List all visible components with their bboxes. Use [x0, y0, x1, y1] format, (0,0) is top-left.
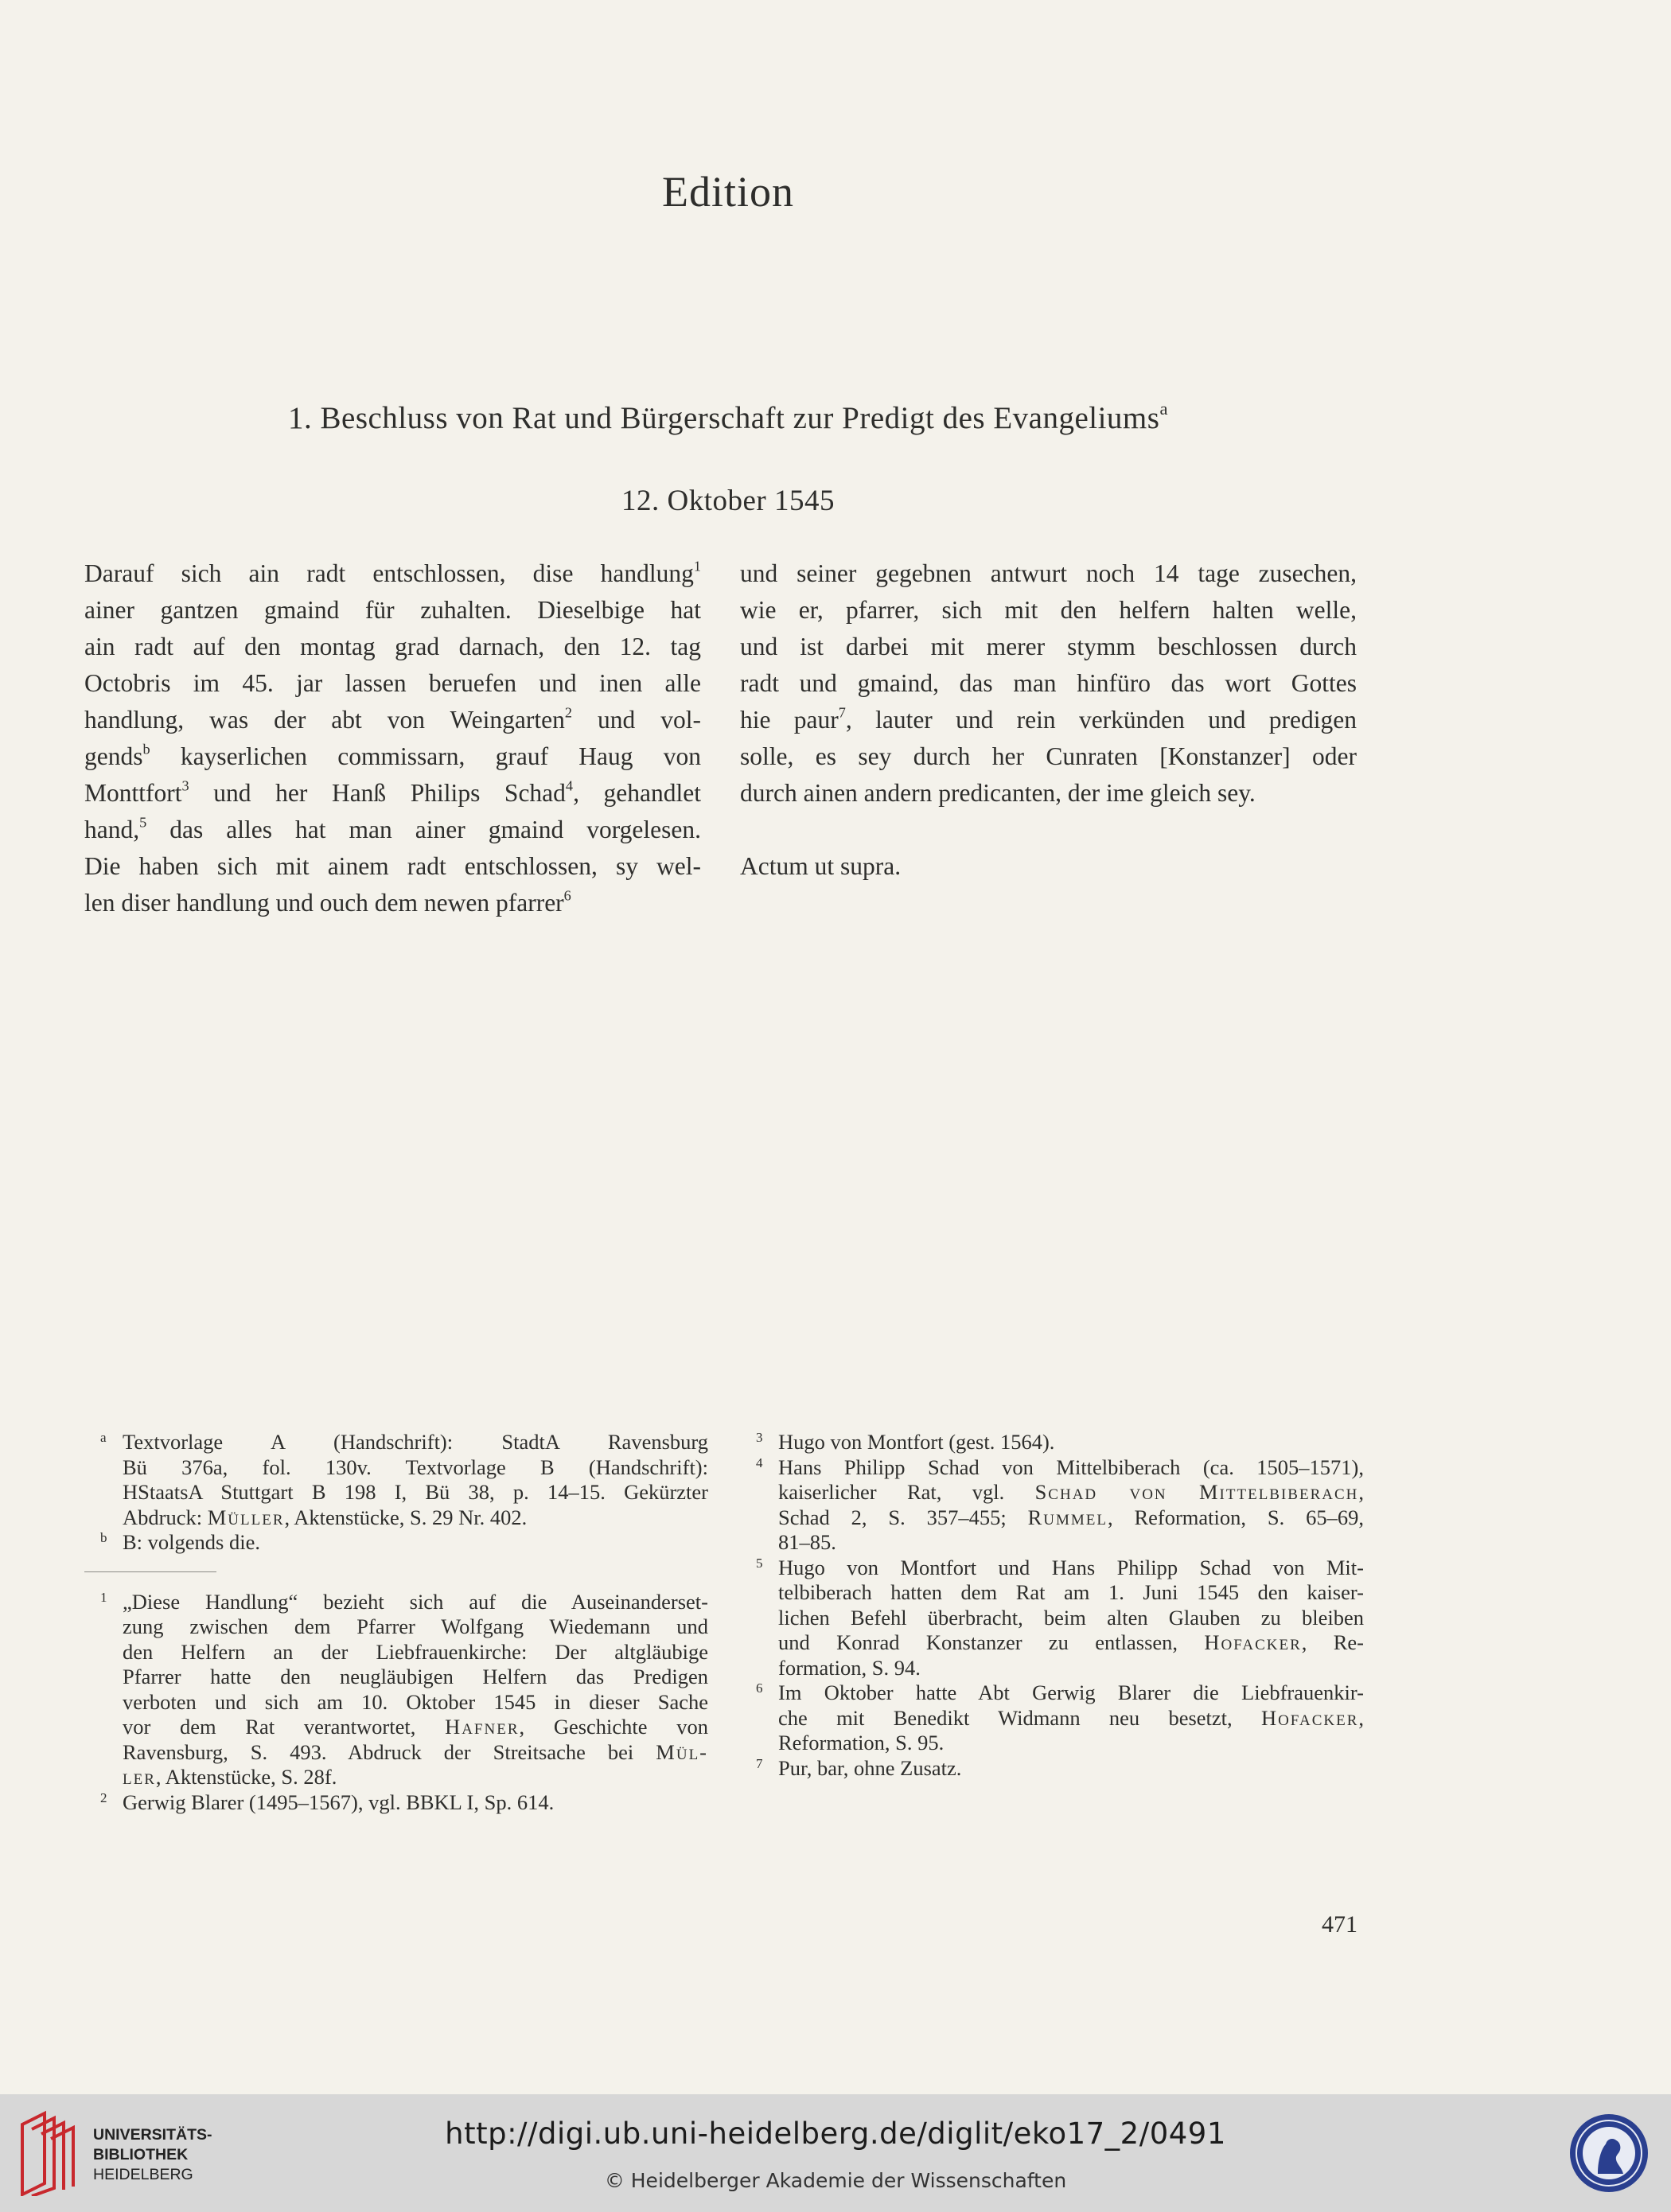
- footnote-line: B: volgends die.: [123, 1530, 260, 1554]
- text-line: hand,$^5$ das alles hat man ainer gmaind vorgelesen.: [84, 814, 701, 843]
- author-name: Hofacker: [1204, 1630, 1302, 1654]
- copyright-notice: © Heidelberger Akademie der Wissenschaften: [604, 2169, 1067, 2192]
- footnote-line: che mit Benedikt Widmann neu besetzt, Hofacker,: [778, 1705, 1364, 1730]
- footnote-line: zung zwischen dem Pfarrer Wolfgang Wiedemann und: [123, 1614, 708, 1638]
- university-seal-icon: [1568, 2112, 1650, 2194]
- author-name: Mül-: [656, 1739, 708, 1764]
- footnote: [84, 1790, 708, 1816]
- footnote-line: Im Oktober hatte Abt Gerwig Blarer die Liebfrauenkir-: [778, 1680, 1364, 1704]
- text-line: ain radt auf den montag grad darnach, den 12. tag: [84, 633, 701, 660]
- text-line: handlung, was der abt von Weingarten$^2$ und vol-: [84, 704, 701, 734]
- footer-bar: [0, 2094, 1671, 2212]
- footnote-mark: 2: [100, 1789, 107, 1805]
- footnote-line: Pfarrer hatte den neugläubigen Helfern das Predigen: [123, 1665, 708, 1688]
- footnote-line: Textvorlage A (Handschrift): StadtA Ravensburg: [123, 1430, 708, 1454]
- footnote-mark: 1: [100, 1589, 107, 1605]
- footnote: [84, 1430, 708, 1530]
- body-column-left: [84, 555, 701, 921]
- footnote-line: HStaatsA Stuttgart B 198 I, Bü 38, p. 14–15. Gekürzter: [123, 1480, 708, 1504]
- document-title: [0, 400, 1456, 436]
- footnote-line: lichen Befehl überbracht, beim alten Glauben zu bleiben: [778, 1605, 1364, 1630]
- footnote-mark: 6: [756, 1680, 763, 1696]
- footnote-line: verboten und sich am 10. Oktober 1545 in dieser Sache: [123, 1689, 708, 1714]
- footnote-line: Schad 2, S. 357–455; Rummel, Reformation, S. 65–69,: [778, 1505, 1364, 1529]
- body-column-right: [740, 555, 1357, 885]
- footnote-line: den Helfern an der Liebfrauenkirche: Der altgläubige: [123, 1639, 708, 1664]
- footnote-line: „Diese Handlung“ bezieht sich auf die Auseinanderset-: [123, 1589, 708, 1614]
- author-name: Hofacker: [1260, 1705, 1359, 1730]
- author-name: Hafner: [445, 1715, 520, 1739]
- author-name: Rummel: [1027, 1505, 1108, 1529]
- footnote-ref: 4: [565, 777, 574, 794]
- text-line: solle, es sey durch her Cunraten [Konstanzer] oder: [740, 742, 1357, 770]
- footnotes-left: [84, 1430, 708, 1815]
- page-number: 471: [1322, 1911, 1357, 1937]
- text-line: durch ainen andern predicanten, der ime gleich sey.: [740, 779, 1256, 807]
- footnote-line: und Konrad Konstanzer zu entlassen, Hofacker, Re-: [778, 1630, 1365, 1654]
- footnote-line: Hugo von Montfort und Hans Philipp Schad von Mit-: [778, 1555, 1364, 1579]
- footnote-line: Hans Philipp Schad von Mittelbiberach (ca. 1505–1571),: [778, 1455, 1364, 1479]
- text-note-mark: a: [1159, 399, 1168, 419]
- footnote: [740, 1556, 1364, 1681]
- footnote: [84, 1590, 708, 1790]
- permalink-url[interactable]: http://digi.ub.uni-heidelberg.de/diglit/eko17_2/0491: [445, 2117, 1226, 2151]
- author-name: ler: [123, 1765, 156, 1789]
- footnote-ref: b: [142, 741, 150, 757]
- footnote-line: Bü 376a, fol. 130v. Textvorlage B (Handschrift):: [123, 1455, 708, 1479]
- footnote-mark: 3: [756, 1430, 763, 1445]
- footnote-line: Pur, bar, ohne Zusatz.: [778, 1755, 962, 1780]
- closing-formula: Actum ut supra.: [740, 852, 902, 880]
- footnote-ref: 1: [693, 558, 701, 574]
- footnote-line: ler, Aktenstücke, S. 28f.: [123, 1765, 337, 1789]
- text-line: len diser handlung und ouch dem newen pfarrer$^6$: [84, 887, 571, 917]
- library-name-line1: UNIVERSITÄTS-: [93, 2126, 212, 2144]
- footnote-line: formation, S. 94.: [778, 1655, 921, 1680]
- footnote-ref: 6: [563, 887, 571, 904]
- author-name: Schad von Mittelbiberach: [1034, 1480, 1359, 1504]
- footnote-ref: 2: [564, 704, 572, 721]
- text-line: Monttfort$^3$ und her Hanß Philips Schad$^4$, gehandlet: [84, 777, 701, 807]
- text-line: wie er, pfarrer, sich mit den helfern halten welle,: [740, 596, 1357, 624]
- text-line: Die haben sich mit ainem radt entschlossen, sy wel-: [84, 852, 701, 880]
- footnote-line: 81–85.: [778, 1530, 836, 1554]
- text-line: ainer gantzen gmaind für zuhalten. Dieselbige hat: [84, 596, 701, 624]
- text-line: gends$^b$ kayserlichen commissarn, grauf Haug von: [84, 741, 701, 770]
- footnote-mark: b: [100, 1530, 107, 1545]
- document-date: 12. Oktober 1545: [621, 485, 835, 517]
- footnote-line: kaiserlicher Rat, vgl. Schad von Mittelbiberach,: [778, 1480, 1364, 1504]
- footnotes-right: [740, 1430, 1364, 1781]
- footnote-mark: 5: [756, 1555, 763, 1571]
- footnote: [84, 1530, 708, 1556]
- text-line: und seiner gegebnen antwurt noch 14 tage zusechen,: [740, 559, 1357, 587]
- footnote-line: Gerwig Blarer (1495–1567), vgl. BBKL I, Sp. 614.: [123, 1789, 555, 1814]
- footnote: [740, 1455, 1364, 1556]
- footnote-ref: 5: [139, 814, 147, 831]
- footnote-separator: [84, 1571, 216, 1572]
- footnote: [740, 1756, 1364, 1782]
- text-line: und ist darbei mit merer stymm beschlossen durch: [740, 633, 1357, 660]
- footnote-ref: 7: [838, 704, 846, 721]
- footnote-ref: 3: [181, 777, 189, 794]
- author-name: Müller: [207, 1505, 285, 1529]
- footnote-line: Abdruck: Müller, Aktenstücke, S. 29 Nr. 402.: [123, 1505, 528, 1529]
- footnote-line: Reformation, S. 95.: [778, 1731, 945, 1754]
- footnote-mark: 4: [756, 1455, 763, 1470]
- footnote: [740, 1680, 1364, 1756]
- text-line: hie paur$^7$, lauter und rein verkünden und predigen: [740, 704, 1357, 734]
- section-heading: Edition: [662, 168, 794, 216]
- text-line: Darauf sich ain radt entschlossen, dise handlung$^1$: [84, 558, 701, 587]
- library-name-line2: BIBLIOTHEK: [93, 2146, 189, 2163]
- footnote-line: telbiberach hatten dem Rat am 1. Juni 1545 den kaiser-: [778, 1580, 1364, 1604]
- text-line: radt und gmaind, das man hinfüro das wort Gottes: [740, 669, 1357, 697]
- footnote-mark: 7: [756, 1755, 763, 1771]
- footnote-line: Hugo von Montfort (gest. 1564).: [778, 1430, 1055, 1454]
- footnote: [740, 1430, 1364, 1455]
- document-title-text: 1. Beschluss von Rat und Bürgerschaft zur Predigt des Evangeliums: [288, 401, 1160, 435]
- footnote-line: Ravensburg, S. 493. Abdruck der Streitsache bei Mül-: [123, 1739, 708, 1764]
- footnote-mark: a: [100, 1430, 107, 1445]
- library-name-line3: HEIDELBERG: [93, 2166, 193, 2183]
- footnote-line: vor dem Rat verantwortet, Hafner, Geschichte von: [123, 1715, 708, 1739]
- text-line: Octobris im 45. jar lassen beruefen und inen alle: [84, 669, 701, 697]
